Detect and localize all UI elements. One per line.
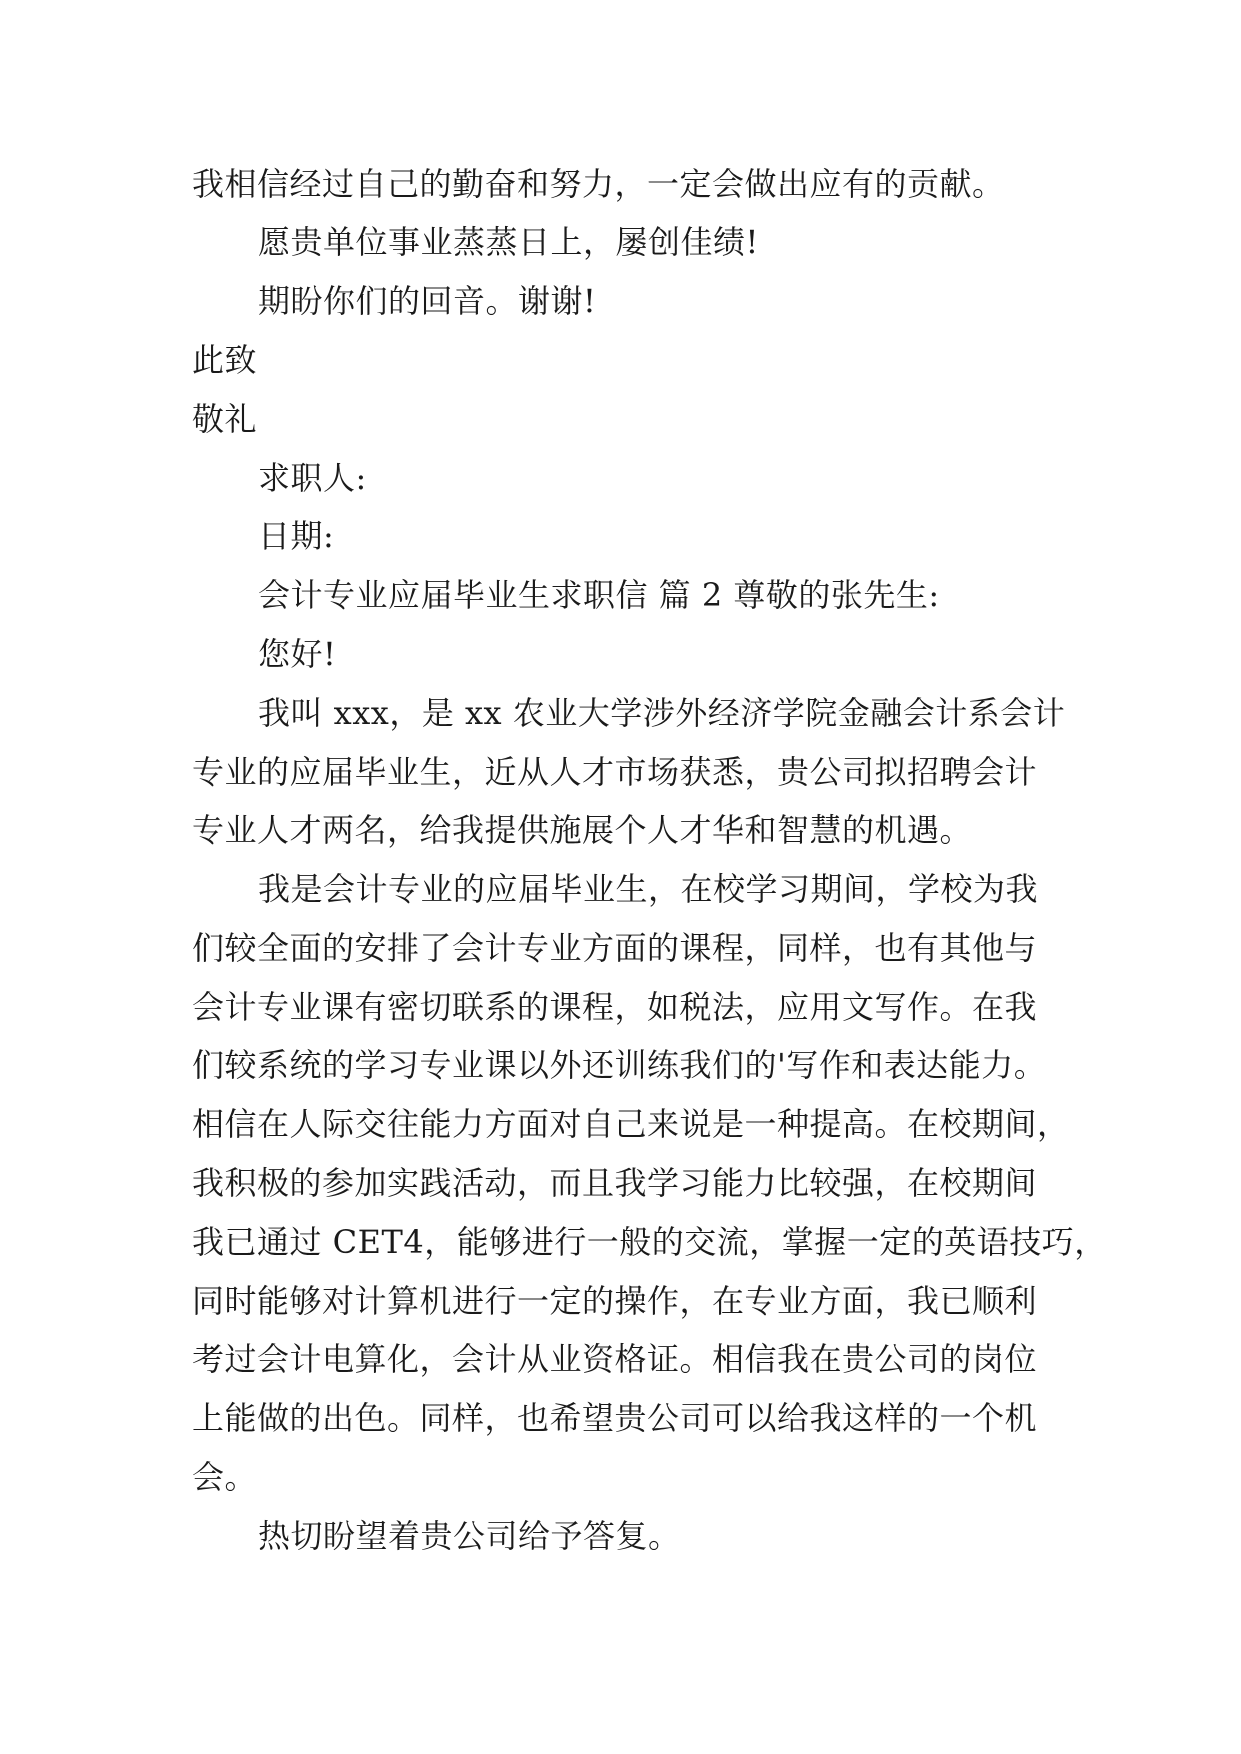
date-label: 日期: <box>258 517 335 555</box>
text-line: 考过会计电算化，会计从业资格证。相信我在贵公司的岗位 <box>192 1340 1038 1378</box>
applicant-label: 求职人: <box>258 459 367 497</box>
text-line: 愿贵单位事业蒸蒸日上，屡创佳绩! <box>258 223 759 261</box>
text-line: 我叫 xxx，是 xx 农业大学涉外经济学院金融会计系会计 <box>258 694 1066 732</box>
text-line: 相信在人际交往能力方面对自己来说是一种提高。在校期间， <box>192 1105 1070 1143</box>
text-line: 专业的应届毕业生，近从人才市场获悉，贵公司拟招聘会计 <box>192 753 1038 791</box>
text-line: 我已通过 CET4，能够进行一般的交流，掌握一定的英语技巧， <box>192 1223 1107 1261</box>
text-line: 我是会计专业的应届毕业生，在校学习期间，学校为我 <box>258 870 1039 908</box>
text-line: 我相信经过自己的勤奋和努力，一定会做出应有的贡献。 <box>192 165 1005 203</box>
text-line: 们较系统的学习专业课以外还训练我们的'写作和表达能力。 <box>192 1046 1047 1084</box>
text-line: 热切盼望着贵公司给予答复。 <box>258 1517 681 1555</box>
text-line: 上能做的出色。同样，也希望贵公司可以给我这样的一个机 <box>192 1399 1038 1437</box>
text-line: 同时能够对计算机进行一定的操作，在专业方面，我已顺利 <box>192 1282 1038 1320</box>
text-line: 期盼你们的回音。谢谢! <box>258 282 597 320</box>
text-line: 们较全面的安排了会计专业方面的课程，同样，也有其他与 <box>192 929 1038 967</box>
closing-regards: 敬礼 <box>192 400 258 438</box>
text-line: 我积极的参加实践活动，而且我学习能力比较强，在校期间 <box>192 1164 1038 1202</box>
closing-salutation: 此致 <box>192 341 258 379</box>
text-line: 会计专业课有密切联系的课程，如税法，应用文写作。在我 <box>192 988 1038 1026</box>
text-line: 会。 <box>192 1458 258 1496</box>
text-line: 专业人才两名，给我提供施展个人才华和智慧的机遇。 <box>192 811 973 849</box>
greeting: 您好! <box>258 635 337 673</box>
section-heading: 会计专业应届毕业生求职信 篇 2 尊敬的张先生: <box>258 576 940 614</box>
